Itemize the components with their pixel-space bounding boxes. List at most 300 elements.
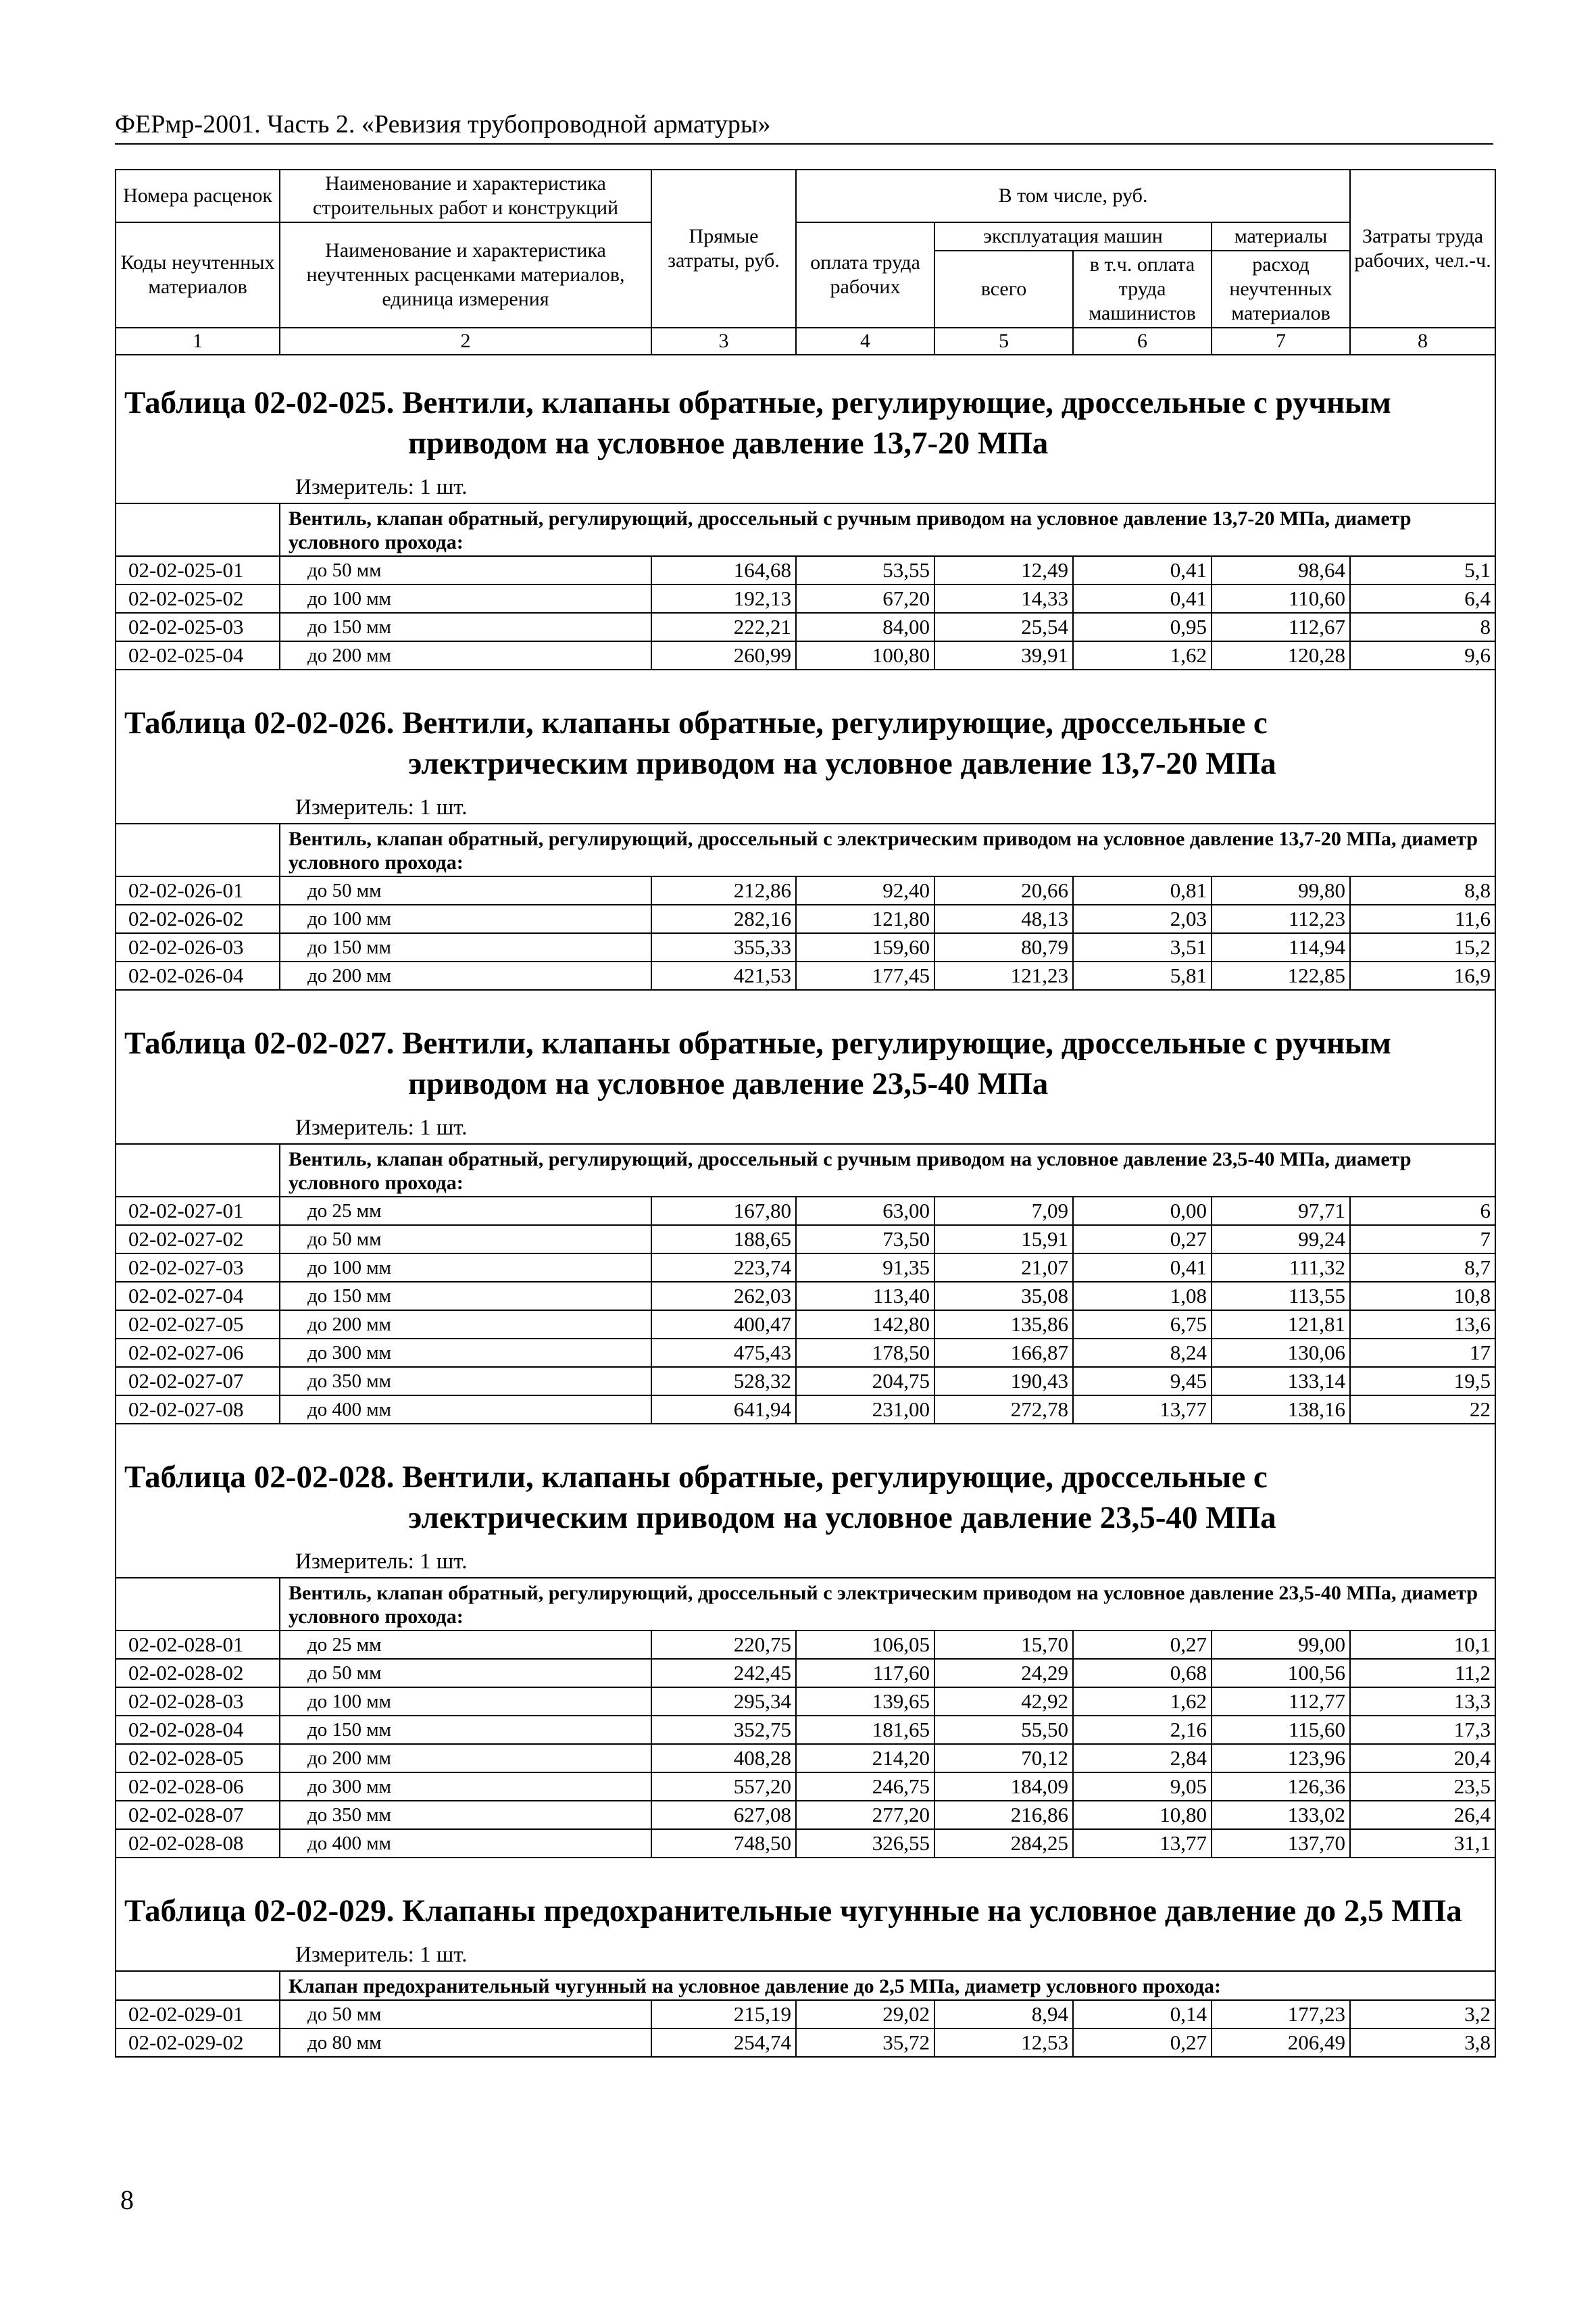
direct-costs: 220,75 [651,1631,796,1659]
materials-cost: 133,14 [1212,1367,1350,1395]
machines-total: 48,13 [934,905,1073,933]
materials-cost: 99,00 [1212,1631,1350,1659]
header-labor-pay: оплата труда рабочих [796,222,934,328]
labor-hours: 13,6 [1350,1310,1495,1339]
rate-code: 02-02-026-02 [116,905,280,933]
machinists-pay: 2,03 [1073,905,1212,933]
header-machinists-pay: в т.ч. оплата труда машинистов [1073,251,1212,328]
caption-code-cell [116,1971,280,2000]
section-title-cell [116,1858,1495,1937]
labor-pay: 177,45 [796,962,934,990]
table-row [116,876,1495,905]
machinists-pay: 0,00 [1073,1197,1212,1225]
machines-total: 12,49 [934,556,1073,584]
col-number: 6 [1073,328,1212,355]
machines-total: 35,08 [934,1282,1073,1310]
machinists-pay: 0,27 [1073,1225,1212,1253]
header-materials: материалы [1212,222,1350,251]
materials-cost: 112,23 [1212,905,1350,933]
table-row [116,1367,1495,1395]
measure-unit: Измеритель: 1 шт. [116,469,1495,503]
rate-code: 02-02-025-04 [116,641,280,670]
labor-hours: 15,2 [1350,933,1495,962]
labor-hours: 11,2 [1350,1659,1495,1687]
rate-code: 02-02-028-02 [116,1659,280,1687]
machinists-pay: 9,05 [1073,1772,1212,1801]
labor-hours: 3,8 [1350,2028,1495,2057]
labor-pay: 178,50 [796,1339,934,1367]
table-row [116,1631,1495,1659]
materials-cost: 126,36 [1212,1772,1350,1801]
section-title: Таблица 02-02-026. Вентили, клапаны обратные, регулирующие, дроссельные с электрическим приводом на условное давление 13,7-20 МПа [124,705,1276,781]
materials-cost: 115,60 [1212,1716,1350,1744]
item-name: до 200 мм [280,1310,651,1339]
labor-hours: 22 [1350,1395,1495,1424]
direct-costs: 295,34 [651,1687,796,1716]
item-name: до 50 мм [280,876,651,905]
machinists-pay: 1,62 [1073,641,1212,670]
measure-row [116,789,1495,824]
machinists-pay: 0,95 [1073,613,1212,641]
labor-hours: 17 [1350,1339,1495,1367]
materials-cost: 114,94 [1212,933,1350,962]
machines-total: 190,43 [934,1367,1073,1395]
labor-hours: 16,9 [1350,962,1495,990]
table-row [116,556,1495,584]
direct-costs: 215,19 [651,2000,796,2028]
machinists-pay: 0,41 [1073,556,1212,584]
rate-code: 02-02-027-08 [116,1395,280,1424]
measure-unit: Измеритель: 1 шт. [116,1110,1495,1144]
section-title: Таблица 02-02-028. Вентили, клапаны обратные, регулирующие, дроссельные с электрическим приводом на условное давление 23,5-40 МПа [124,1460,1276,1535]
item-name: до 50 мм [280,556,651,584]
item-name: до 50 мм [280,1659,651,1687]
labor-pay: 214,20 [796,1744,934,1772]
materials-cost: 123,96 [1212,1744,1350,1772]
machinists-pay: 0,41 [1073,584,1212,613]
section-title: Таблица 02-02-025. Вентили, клапаны обратные, регулирующие, дроссельные с ручным приводом на условное давление 13,7-20 МПа [124,385,1391,461]
measure-unit: Измеритель: 1 шт. [116,1937,1495,1971]
labor-pay: 204,75 [796,1367,934,1395]
table-row [116,1687,1495,1716]
column-numbers-row [116,328,1495,355]
machines-total: 272,78 [934,1395,1073,1424]
rate-code: 02-02-027-01 [116,1197,280,1225]
direct-costs: 282,16 [651,905,796,933]
table-row [116,905,1495,933]
section-title-cell [116,355,1495,469]
machines-total: 216,86 [934,1801,1073,1829]
rate-code: 02-02-028-01 [116,1631,280,1659]
machinists-pay: 2,84 [1073,1744,1212,1772]
table-row [116,1395,1495,1424]
rate-code: 02-02-026-03 [116,933,280,962]
col-number: 8 [1350,328,1495,355]
labor-hours: 11,6 [1350,905,1495,933]
direct-costs: 400,47 [651,1310,796,1339]
item-name: до 50 мм [280,2000,651,2028]
materials-cost: 111,32 [1212,1253,1350,1282]
machines-total: 8,94 [934,2000,1073,2028]
labor-pay: 326,55 [796,1829,934,1858]
labor-hours: 3,2 [1350,2000,1495,2028]
section-caption: Вентиль, клапан обратный, регулирующий, дроссельный с ручным приводом на условное давление 13,7-20 МПа, диаметр условного прохода: [280,503,1495,556]
rate-code: 02-02-028-08 [116,1829,280,1858]
labor-hours: 10,8 [1350,1282,1495,1310]
machinists-pay: 13,77 [1073,1829,1212,1858]
item-name: до 150 мм [280,1282,651,1310]
section-title-row [116,670,1495,789]
section-title-cell [116,1424,1495,1543]
item-name: до 80 мм [280,2028,651,2057]
labor-pay: 67,20 [796,584,934,613]
machines-total: 24,29 [934,1659,1073,1687]
machinists-pay: 0,27 [1073,1631,1212,1659]
materials-cost: 177,23 [1212,2000,1350,2028]
section-caption: Клапан предохранительный чугунный на условное давление до 2,5 МПа, диаметр условного прохода: [280,1971,1495,2000]
rate-code: 02-02-027-04 [116,1282,280,1310]
header-including: В том числе, руб. [796,170,1350,222]
labor-pay: 231,00 [796,1395,934,1424]
header-materials-unaccounted: расход неучтенных материалов [1212,251,1350,328]
labor-pay: 73,50 [796,1225,934,1253]
table-row [116,2028,1495,2057]
header-labor-hours: Затраты труда рабочих, чел.-ч. [1350,170,1495,328]
machines-total: 15,91 [934,1225,1073,1253]
labor-hours: 23,5 [1350,1772,1495,1801]
machines-total: 12,53 [934,2028,1073,2057]
table-row [116,613,1495,641]
direct-costs: 164,68 [651,556,796,584]
table-row [116,1197,1495,1225]
machines-total: 39,91 [934,641,1073,670]
col-number: 3 [651,328,796,355]
direct-costs: 408,28 [651,1744,796,1772]
labor-hours: 10,1 [1350,1631,1495,1659]
col-number: 4 [796,328,934,355]
item-name: до 25 мм [280,1631,651,1659]
col-number: 2 [280,328,651,355]
machines-total: 15,70 [934,1631,1073,1659]
materials-cost: 206,49 [1212,2028,1350,2057]
direct-costs: 528,32 [651,1367,796,1395]
materials-cost: 100,56 [1212,1659,1350,1687]
direct-costs: 355,33 [651,933,796,962]
caption-code-cell [116,1578,280,1631]
labor-pay: 142,80 [796,1310,934,1339]
labor-pay: 159,60 [796,933,934,962]
header-row-1 [116,170,1495,222]
direct-costs: 188,65 [651,1225,796,1253]
machines-total: 166,87 [934,1339,1073,1367]
labor-pay: 35,72 [796,2028,934,2057]
header-machines-total: всего [934,251,1073,328]
header-rule [115,143,1493,145]
table-row [116,1339,1495,1367]
header-name-top: Наименование и характеристика строительных работ и конструкций [280,170,651,222]
header-codes-bottom: Коды неучтенных материалов [116,222,280,328]
materials-cost: 99,24 [1212,1225,1350,1253]
measure-row [116,1937,1495,1971]
labor-hours: 17,3 [1350,1716,1495,1744]
table-row [116,933,1495,962]
machines-total: 20,66 [934,876,1073,905]
header-name-bottom: Наименование и характеристика неучтенных расценками материалов, единица измерения [280,222,651,328]
materials-cost: 98,64 [1212,556,1350,584]
machinists-pay: 0,41 [1073,1253,1212,1282]
section-title-row [116,1858,1495,1937]
col-number: 1 [116,328,280,355]
header-machines: эксплуатация машин [934,222,1212,251]
direct-costs: 748,50 [651,1829,796,1858]
running-header: ФЕРмр-2001. Часть 2. «Ревизия трубопроводной арматуры» [115,110,771,139]
item-name: до 100 мм [280,905,651,933]
machinists-pay: 0,68 [1073,1659,1212,1687]
table-row [116,1282,1495,1310]
labor-hours: 26,4 [1350,1801,1495,1829]
measure-unit: Измеритель: 1 шт. [116,789,1495,824]
labor-hours: 8 [1350,613,1495,641]
labor-hours: 13,3 [1350,1687,1495,1716]
item-name: до 100 мм [280,584,651,613]
table-row [116,1716,1495,1744]
labor-pay: 106,05 [796,1631,934,1659]
rate-code: 02-02-027-03 [116,1253,280,1282]
direct-costs: 627,08 [651,1801,796,1829]
page-number: 8 [120,2185,134,2215]
labor-hours: 8,8 [1350,876,1495,905]
item-name: до 150 мм [280,933,651,962]
header-direct-costs: Прямые затраты, руб. [651,170,796,328]
rate-code: 02-02-027-07 [116,1367,280,1395]
machines-total: 70,12 [934,1744,1073,1772]
materials-cost: 122,85 [1212,962,1350,990]
caption-row [116,1971,1495,2000]
labor-hours: 20,4 [1350,1744,1495,1772]
materials-cost: 121,81 [1212,1310,1350,1339]
labor-pay: 92,40 [796,876,934,905]
measure-row [116,1543,1495,1578]
rate-code: 02-02-025-02 [116,584,280,613]
machinists-pay: 9,45 [1073,1367,1212,1395]
table-row [116,1253,1495,1282]
materials-cost: 110,60 [1212,584,1350,613]
caption-code-cell [116,1144,280,1197]
machines-total: 21,07 [934,1253,1073,1282]
materials-cost: 97,71 [1212,1197,1350,1225]
section-title-row [116,1424,1495,1543]
labor-pay: 63,00 [796,1197,934,1225]
machines-total: 80,79 [934,933,1073,962]
measure-row [116,1110,1495,1144]
labor-pay: 121,80 [796,905,934,933]
section-title-cell [116,990,1495,1110]
rate-code: 02-02-025-03 [116,613,280,641]
labor-pay: 113,40 [796,1282,934,1310]
caption-row [116,824,1495,876]
rate-code: 02-02-026-04 [116,962,280,990]
machinists-pay: 0,81 [1073,876,1212,905]
table-row [116,1225,1495,1253]
header-codes-top: Номера расценок [116,170,280,222]
machines-total: 135,86 [934,1310,1073,1339]
section-title-row [116,355,1495,469]
item-name: до 200 мм [280,1744,651,1772]
rate-code: 02-02-028-06 [116,1772,280,1801]
labor-hours: 6 [1350,1197,1495,1225]
table-row [116,641,1495,670]
col-number: 7 [1212,328,1350,355]
section-caption: Вентиль, клапан обратный, регулирующий, дроссельный с электрическим приводом на условное давление 13,7-20 МПа, диаметр условного прохода: [280,824,1495,876]
direct-costs: 222,21 [651,613,796,641]
direct-costs: 212,86 [651,876,796,905]
machines-total: 14,33 [934,584,1073,613]
caption-row [116,1578,1495,1631]
machines-total: 184,09 [934,1772,1073,1801]
table-row [116,962,1495,990]
labor-pay: 139,65 [796,1687,934,1716]
rate-code: 02-02-026-01 [116,876,280,905]
table-row [116,2000,1495,2028]
item-name: до 300 мм [280,1339,651,1367]
col-number: 5 [934,328,1073,355]
direct-costs: 223,74 [651,1253,796,1282]
section-title: Таблица 02-02-027. Вентили, клапаны обратные, регулирующие, дроссельные с ручным приводом на условное давление 23,5-40 МПа [124,1026,1391,1101]
item-name: до 350 мм [280,1367,651,1395]
item-name: до 400 мм [280,1395,651,1424]
machinists-pay: 0,27 [1073,2028,1212,2057]
direct-costs: 254,74 [651,2028,796,2057]
materials-cost: 112,67 [1212,613,1350,641]
rate-code: 02-02-025-01 [116,556,280,584]
machinists-pay: 5,81 [1073,962,1212,990]
materials-cost: 113,55 [1212,1282,1350,1310]
item-name: до 150 мм [280,613,651,641]
measure-row [116,469,1495,503]
section-title-cell [116,670,1495,789]
machinists-pay: 1,08 [1073,1282,1212,1310]
direct-costs: 260,99 [651,641,796,670]
rate-code: 02-02-028-03 [116,1687,280,1716]
labor-hours: 7 [1350,1225,1495,1253]
table-row [116,1744,1495,1772]
table-row [116,1310,1495,1339]
item-name: до 200 мм [280,641,651,670]
materials-cost: 99,80 [1212,876,1350,905]
caption-code-cell [116,824,280,876]
materials-cost: 137,70 [1212,1829,1350,1858]
direct-costs: 641,94 [651,1395,796,1424]
labor-hours: 31,1 [1350,1829,1495,1858]
labor-hours: 9,6 [1350,641,1495,670]
caption-row [116,1144,1495,1197]
materials-cost: 133,02 [1212,1801,1350,1829]
labor-hours: 6,4 [1350,584,1495,613]
rate-code: 02-02-029-01 [116,2000,280,2028]
item-name: до 150 мм [280,1716,651,1744]
rate-code: 02-02-027-02 [116,1225,280,1253]
section-title: Таблица 02-02-029. Клапаны предохранительные чугунные на условное давление до 2,5 МПа [124,1893,1462,1928]
labor-hours: 19,5 [1350,1367,1495,1395]
caption-code-cell [116,503,280,556]
item-name: до 25 мм [280,1197,651,1225]
machinists-pay: 6,75 [1073,1310,1212,1339]
direct-costs: 192,13 [651,584,796,613]
machines-total: 7,09 [934,1197,1073,1225]
item-name: до 100 мм [280,1253,651,1282]
item-name: до 350 мм [280,1801,651,1829]
caption-row [116,503,1495,556]
labor-hours: 5,1 [1350,556,1495,584]
measure-unit: Измеритель: 1 шт. [116,1543,1495,1578]
rate-code: 02-02-028-07 [116,1801,280,1829]
machinists-pay: 1,62 [1073,1687,1212,1716]
table-row [116,1772,1495,1801]
direct-costs: 262,03 [651,1282,796,1310]
labor-hours: 8,7 [1350,1253,1495,1282]
table-row [116,1801,1495,1829]
table-row [116,1829,1495,1858]
labor-pay: 29,02 [796,2000,934,2028]
labor-pay: 84,00 [796,613,934,641]
machines-total: 25,54 [934,613,1073,641]
direct-costs: 242,45 [651,1659,796,1687]
table-row [116,1659,1495,1687]
machinists-pay: 8,24 [1073,1339,1212,1367]
materials-cost: 112,77 [1212,1687,1350,1716]
labor-pay: 53,55 [796,556,934,584]
labor-pay: 246,75 [796,1772,934,1801]
machines-total: 121,23 [934,962,1073,990]
item-name: до 400 мм [280,1829,651,1858]
labor-pay: 117,60 [796,1659,934,1687]
rate-code: 02-02-029-02 [116,2028,280,2057]
machinists-pay: 13,77 [1073,1395,1212,1424]
item-name: до 200 мм [280,962,651,990]
direct-costs: 352,75 [651,1716,796,1744]
section-caption: Вентиль, клапан обратный, регулирующий, дроссельный с ручным приводом на условное давление 23,5-40 МПа, диаметр условного прохода: [280,1144,1495,1197]
labor-pay: 91,35 [796,1253,934,1282]
direct-costs: 557,20 [651,1772,796,1801]
machinists-pay: 0,14 [1073,2000,1212,2028]
item-name: до 300 мм [280,1772,651,1801]
machinists-pay: 10,80 [1073,1801,1212,1829]
section-caption: Вентиль, клапан обратный, регулирующий, дроссельный с электрическим приводом на условное давление 23,5-40 МПа, диаметр условного прохода: [280,1578,1495,1631]
rate-code: 02-02-027-05 [116,1310,280,1339]
rate-code: 02-02-027-06 [116,1339,280,1367]
rates-table [115,169,1496,2058]
direct-costs: 167,80 [651,1197,796,1225]
materials-cost: 138,16 [1212,1395,1350,1424]
rate-code: 02-02-028-04 [116,1716,280,1744]
direct-costs: 475,43 [651,1339,796,1367]
rate-code: 02-02-028-05 [116,1744,280,1772]
materials-cost: 130,06 [1212,1339,1350,1367]
labor-pay: 100,80 [796,641,934,670]
item-name: до 50 мм [280,1225,651,1253]
machines-total: 284,25 [934,1829,1073,1858]
machinists-pay: 2,16 [1073,1716,1212,1744]
section-title-row [116,990,1495,1110]
machines-total: 42,92 [934,1687,1073,1716]
header-row-2 [116,222,1495,251]
item-name: до 100 мм [280,1687,651,1716]
direct-costs: 421,53 [651,962,796,990]
materials-cost: 120,28 [1212,641,1350,670]
table-row [116,584,1495,613]
machines-total: 55,50 [934,1716,1073,1744]
labor-pay: 181,65 [796,1716,934,1744]
